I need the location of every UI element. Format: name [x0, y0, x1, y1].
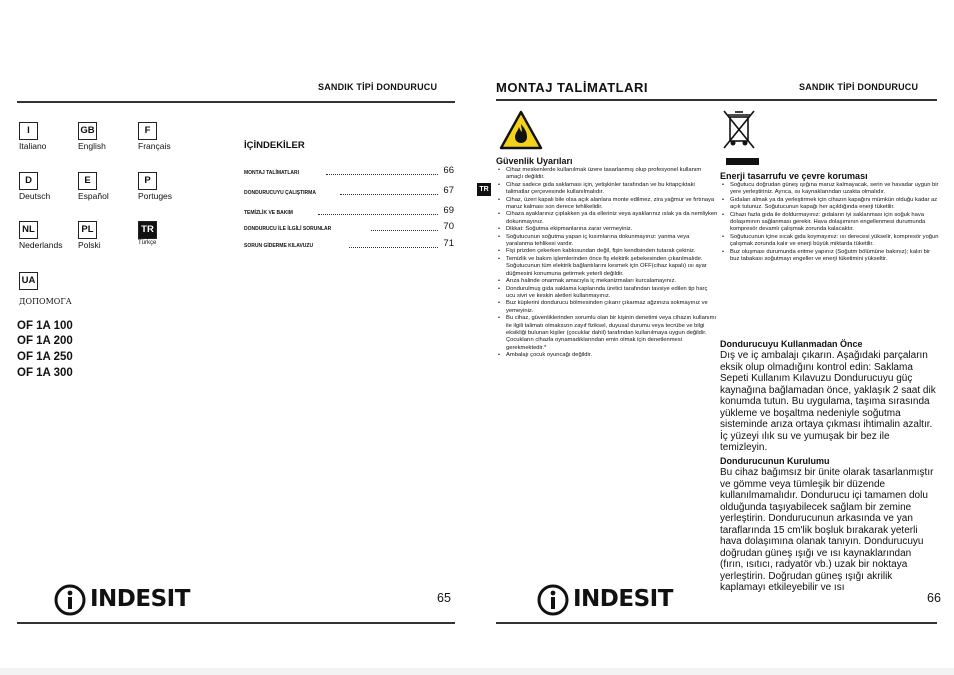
- before-use-text: Dış ve iç ambalajı çıkarın. Aşağıdaki parçaların eksik olup olmadığını kontrol edin: Saklama Sepeti Kullanım Kılavuzu Dondurucuyu güç kaynağına bağlamadan önce, yaklaşık 2 saat dik konumda tutun. Bu uygulama, taşıma sırasında yükleme ve boşaltma nedeniyle soğutma sisteminde arıza ortaya çıkması ihtimalin azaltır. İç yüzeyi ılık su ve yumuşak bir bez ile temizleyin.: [720, 350, 936, 453]
- lang-portuges[interactable]: [138, 172, 208, 201]
- toc-leader: [340, 194, 438, 195]
- toc-leader: [371, 230, 438, 231]
- list-item: • Ambalajı çocuk oyuncağı değildir.: [496, 352, 718, 359]
- toc-row[interactable]: [244, 184, 454, 196]
- lang-code: P: [138, 172, 157, 190]
- indesit-logo-icon: [537, 584, 569, 616]
- toc-page: 69: [443, 205, 454, 216]
- model-name: OF 1A 300: [17, 367, 73, 379]
- page-number: 66: [927, 591, 941, 605]
- safety-title: Güvenlik Uyarıları: [496, 156, 573, 166]
- lang-name: Français: [138, 141, 171, 151]
- right-footer-rule: [496, 622, 937, 624]
- lang-code: I: [19, 122, 38, 140]
- section-title: MONTAJ TALİMATLARI: [496, 80, 648, 95]
- left-header-rule: [17, 101, 455, 103]
- toc-label: TEMİZLİK VE BAKIM: [244, 210, 293, 216]
- lang-ukrainian[interactable]: [19, 272, 89, 306]
- lang-name: English: [78, 141, 106, 151]
- toc-leader: [318, 214, 438, 215]
- logo-text: INDESIT: [90, 586, 190, 612]
- indesit-logo-icon: [54, 584, 86, 616]
- toc-row[interactable]: [244, 204, 454, 216]
- toc-row[interactable]: [244, 220, 454, 232]
- toc-label: DONDURUCU İLE İLGİLİ SORUNLAR: [244, 226, 332, 232]
- list-item: • Temizlik ve bakım işlemlerinden önce fiş elektrik şebekesinden çıkarılmalıdır. Soğutucunun tüm elektrik bağlantılarını kesmek için OFF(cihaz kapalı) ısı ayar düğmesini konumuna getirmek yeterli değildir.: [496, 256, 718, 278]
- toc-row[interactable]: [244, 164, 454, 176]
- right-header: SANDIK TİPİ DONDURUCU: [799, 82, 919, 92]
- lang-code: D: [19, 172, 38, 190]
- list-item: • Cihazı fazla gıda ile doldurmayınız: gıdaların iyi saklanması için soğuk hava dolaşımının sağlanması gerekir. Hava dolaşımının engellenmesi durumunda kompresör devamlı çalışmak zorunda kalacaktır.: [720, 212, 941, 234]
- lang-name: Italiano: [19, 141, 47, 151]
- lang-name: Deutsch: [19, 191, 51, 201]
- page-number: 65: [437, 591, 451, 605]
- list-item: • Cihaz, üzeri kapalı bile olsa açık alanlara monte edilmez, zira yağmur ve fırtınaya maruz kalması son derece tehlikelidir.: [496, 197, 718, 212]
- lang-code: NL: [19, 221, 38, 239]
- toc-leader: [349, 247, 438, 248]
- list-item: • Arıza halinde onarmak amacıyla iç mekanizmaları kurcalamayınız.: [496, 278, 718, 285]
- indesit-logo: [54, 585, 190, 613]
- list-item: • Soğutucu doğrudan güneş ışığına maruz kalmayacak, serin ve havadar uygun bir yere yerleştiriniz. Ayrıca, ısı kaynaklarından uzakta olmalıdır.: [720, 182, 941, 197]
- lang-name: Español: [78, 191, 109, 201]
- toc-row[interactable]: [244, 237, 454, 249]
- indesit-logo: [537, 585, 673, 613]
- list-item: • Buz oluşması durumunda eritme yapınız (Soğutm bölümüne bakınız); kalın bir buz tabakası soğutmayı engeller ve enerji tüketimini yükseltir.: [720, 249, 941, 264]
- lang-code: TR: [138, 221, 157, 239]
- energy-title: Enerji tasarrufu ve çevre koruması: [720, 171, 868, 181]
- weee-bar: [726, 158, 759, 165]
- lang-turkce[interactable]: [138, 221, 208, 246]
- lang-code: PL: [78, 221, 97, 239]
- list-item: • Cihaz sadece gıda saklaması için, yetişkinler tarafından ve bu kitapçıktaki talimatlar çerçevesinde kullanılmalıdır.: [496, 182, 718, 197]
- list-item: • Fişi prizden çekerken kablosundan değil, fişin kendisinden tutarak çekiniz.: [496, 248, 718, 255]
- toc-title: İÇİNDEKİLER: [244, 140, 305, 151]
- toc-label: SORUN GİDERME KILAVUZU: [244, 243, 314, 249]
- tr-badge: TR: [477, 183, 491, 196]
- toc-label: DONDURUCUYU ÇALIŞTIRMA: [244, 190, 316, 196]
- model-name: OF 1A 200: [17, 335, 73, 347]
- lang-name: Polski: [78, 240, 101, 250]
- safety-list: [496, 167, 718, 360]
- logo-text: INDESIT: [573, 586, 673, 612]
- left-header: SANDIK TİPİ DONDURUCU: [318, 82, 438, 92]
- toc-page: 70: [443, 221, 454, 232]
- right-page: [477, 0, 954, 668]
- list-item: • Cihaza ayaklarınız çıplakken ya da elleriniz veya ayaklarınız ıslak ya da nemliyken dokunmayınız.: [496, 211, 718, 226]
- toc-page: 67: [443, 185, 454, 196]
- installation-title: Dondurucunun Kurulumu: [720, 456, 830, 466]
- toc-page: 66: [443, 165, 454, 176]
- list-item: • Cihaz meskenlerde kullanılmak üzere tasarlanmış olup profesyonel kullanım amaçlı değildir.: [496, 167, 718, 182]
- energy-list: [720, 182, 941, 263]
- list-item: • Dikkat: Soğutma ekipmanlarına zarar vermeyiniz.: [496, 226, 718, 233]
- lang-name: Portuges: [138, 191, 173, 201]
- list-item: • Gıdaları almak ya da yerleştirmek için cihazın kapağını mümkün olduğu kadar az açık tutunuz. Soğutucunun kapağı her açıldığında enerji tüketilir.: [720, 197, 941, 212]
- lang-code: F: [138, 122, 157, 140]
- lang-name: Türkçe: [138, 240, 157, 246]
- lang-code: GB: [78, 122, 97, 140]
- list-item: • Bu cihaz, güvenliklerinden sorumlu olan bir kişinin denetimi veya cihazın kullanımı ile ilgili talimatı olmaksızın zayıf fiziksel, duyusal durumu veya tecrübe ve bilgi eksikliği bulunan kişiler (çocuklar dahil) tarafından kullanılmaya uygun değildir. Çocukların cihazla oynamadıklarından emin olmak için denetlenmesi gerekmektedir.*: [496, 315, 718, 352]
- lang-name: Nederlands: [19, 240, 63, 250]
- toc-label: MONTAJ TALİMATLARI: [244, 170, 299, 176]
- list-item: • Dondurulmuş gıda saklama kaplarında üretici tarafından tavsiye edilen tip harç ucu sivri ve keskin aletleri kullanmayınız.: [496, 286, 718, 301]
- model-name: OF 1A 250: [17, 351, 73, 363]
- list-item: • Soğutucunun içine sıcak gıda koymayınız: ısı derecesi yükselir, kompresör yoğun çalışmak zorunda kalır ve enerji büyük miktarda tüketilir.: [720, 234, 941, 249]
- toc-leader: [326, 174, 438, 175]
- toc-page: 71: [443, 238, 454, 249]
- lang-name: ДОПОМОГА: [19, 297, 72, 306]
- lang-code: UA: [19, 272, 38, 290]
- lang-code: E: [78, 172, 97, 190]
- left-footer-rule: [17, 622, 455, 624]
- model-name: OF 1A 100: [17, 320, 73, 332]
- list-item: • Soğutucunun soğutma yapan iç kısımlarına dokunmayınız: yanma veya yaralanma tehlikesi vardır.: [496, 234, 718, 249]
- fire-warning-icon: [499, 110, 543, 150]
- before-use-title: Dondurucuyu Kullanmadan Önce: [720, 339, 863, 349]
- lang-francais[interactable]: [138, 122, 208, 151]
- left-page: [0, 0, 477, 668]
- list-item: • Buz küplerini dondurucu bölmesinden çıkarır çıkarmaz ağzınıza sokmayınız ve yemeyiniz.: [496, 300, 718, 315]
- right-header-rule: [496, 99, 937, 101]
- installation-text: Bu cihaz bağımsız bir ünite olarak tasarlanmıştır ve gömme veya tümleşik bir düzende kullanılmamalıdır. Dondurucu içi tamamen dolu olduğunda taşıyabilecek sağlam bir zemine yerleştirin. Dondurucunun arkasında ve yan taraflarında 15 cm'lik boşluk bırakarak yeterli hava dolaşımına olanak tanıyın. Dondurucuyu doğrudan güneş ışığı ve ısı kaynaklarından (fırın, ısıtıcı, radyatör vb.) uzak bir noktaya yerleştirin. Doğrudan güneş ışığı akrilik kaplamayı etkileyebilir ve ısı: [720, 467, 934, 593]
- crossed-bin-icon: [722, 108, 756, 154]
